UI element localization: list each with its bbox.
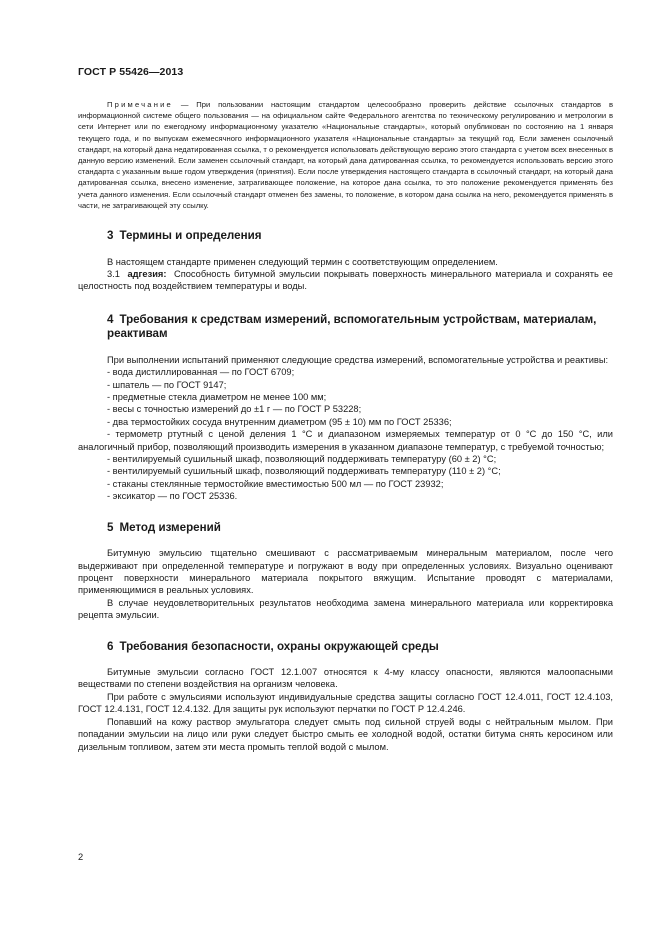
list-item: - предметные стекла диаметром не менее 100 мм; — [107, 391, 327, 402]
section-title: Требования безопасности, охраны окружающей среды — [119, 639, 439, 653]
page-number: 2 — [78, 852, 84, 862]
section-number: 5 — [107, 520, 114, 534]
equipment-list — [78, 366, 613, 502]
term-definition — [78, 268, 613, 293]
section-6-paragraph: При работе с эмульсиями используют индивидуальные средства защиты согласно ГОСТ 12.4.011, ГОСТ 12.4.103, ГОСТ 12.4.131, ГОСТ 12.4.132. Для защиты рук используют перчатки по ГОСТ Р 12.4.246. — [78, 691, 613, 715]
list-item: - шпатель — по ГОСТ 9147; — [107, 379, 227, 390]
section-6-paragraph: Попавший на кожу раствор эмульгатора следует смыть под сильной струей воды с нейтральным мылом. При попадании эмульсии на лицо или руки следует быстро смыть ее холодной водой, остатки битума снять керосином или дизельным топливом, затем эти места промыть теплой водой с мылом. — [78, 716, 613, 752]
section-4-heading — [78, 313, 613, 342]
term-number: 3.1 — [107, 268, 120, 279]
section-5-paragraph: Битумную эмульсию тщательно смешивают с рассматриваемым минеральным материалом, после чего выдерживают при определенной температуре и погружают в воду при определенных условиях. Визуально оценивают процент поверхности минерального материала покрытого вяжущим. Испытание проводят с материалами, применяющимися в реальных условиях. — [78, 548, 613, 596]
section-6-heading — [78, 640, 613, 655]
section-3-heading — [78, 229, 613, 244]
list-item: - два термостойких сосуда внутренним диаметром (95 ± 10) мм по ГОСТ 25336; — [107, 416, 452, 427]
section-number: 4 — [107, 312, 114, 326]
section-title: Термины и определения — [119, 229, 262, 243]
note-text: — При пользовании настоящим стандартом целесообразно проверить действие ссылочных стандартов в информационной системе общего пользования — на официальном сайте Федерального агентства по техническому регулированию и метрологии в сети Интернет или по ежегодному информационному указателю «Национальные стандарты», который опубликован по состоянию на 1 января текущего года, и по выпускам ежемесячного информационного указателя «Национальные стандарты» за текущий год. Если заменен ссылочный стандарт, на который дана недатированная ссылка, т о рекомендуется использовать действующую версию этого стандарта с учетом всех внесенных в данную версию изменений. Если заменен ссылочный стандарт, на который дана датированная ссылка, то рекомендуется использовать версию этого стандарта с указанным выше годом утверждения (принятия). Если после утверждения настоящего стандарта в ссылочный стандарт, на который дана датированная ссылка, внесено изменение, затрагивающее положение, на которое дана ссылка, то это положение рекомендуется применять без учета данного изменения. Если ссылочный стандарт отменен без замены, то положение, в котором дана ссылка на него, рекомендуется применять в части, не затрагивающей эту ссылку. — [78, 100, 613, 210]
list-item: - вода дистиллированная — по ГОСТ 6709; — [107, 367, 295, 378]
list-item: - эксикатор — по ГОСТ 25336. — [107, 491, 238, 502]
list-item: - стаканы стеклянные термостойкие вместимостью 500 мл — по ГОСТ 23932; — [107, 478, 444, 489]
list-item: - вентилируемый сушильный шкаф, позволяющий поддерживать температуру (60 ± 2) °С; — [107, 454, 497, 464]
section-4-intro: При выполнении испытаний применяют следующие средства измерений, вспомогательные устройства и реактивы: — [107, 354, 609, 365]
section-6-paragraph: Битумные эмульсии согласно ГОСТ 12.1.007 относятся к 4-му классу опасности, являются малоопасными веществами по степени воздействия на организм человека. — [78, 667, 613, 690]
section-5-paragraph: В случае неудовлетворительных результатов необходима замена минерального материала или корректировка рецепта эмульсии. — [78, 597, 613, 621]
section-number: 6 — [107, 639, 114, 653]
term-text: Способность битумной эмульсии покрывать поверхность минерального материала и сохранять ее целостность под воздействием температуры и воды. — [78, 268, 613, 292]
list-item: - весы с точностью измерений до ±1 г — по ГОСТ Р 53228; — [107, 404, 362, 415]
section-title: Метод измерений — [119, 520, 221, 534]
reference-note — [78, 99, 613, 211]
section-number: 3 — [107, 229, 114, 243]
list-item: - термометр ртутный с ценой деления 1 °С и диапазоном измеряемых температур от 0 °С до 150 °С, или аналогичный прибор, позволяющий производить измерения в указанном диапазоне температур, с требуемой точностью; — [78, 429, 613, 452]
section-3-intro: В настоящем стандарте применен следующий термин с соответствующим определением. — [107, 256, 498, 267]
section-5-heading — [78, 521, 613, 536]
section-title: Требования к средствам измерений, вспомогательным устройствам, материалам, реактивам — [107, 312, 597, 341]
term-name: адгезия: — [127, 268, 167, 279]
note-label: Примечание — [107, 100, 173, 109]
document-id: ГОСТ Р 55426—2013 — [78, 66, 184, 78]
list-item: - вентилируемый сушильный шкаф, позволяющий поддерживать температуру (110 ± 2) °С; — [107, 466, 501, 477]
